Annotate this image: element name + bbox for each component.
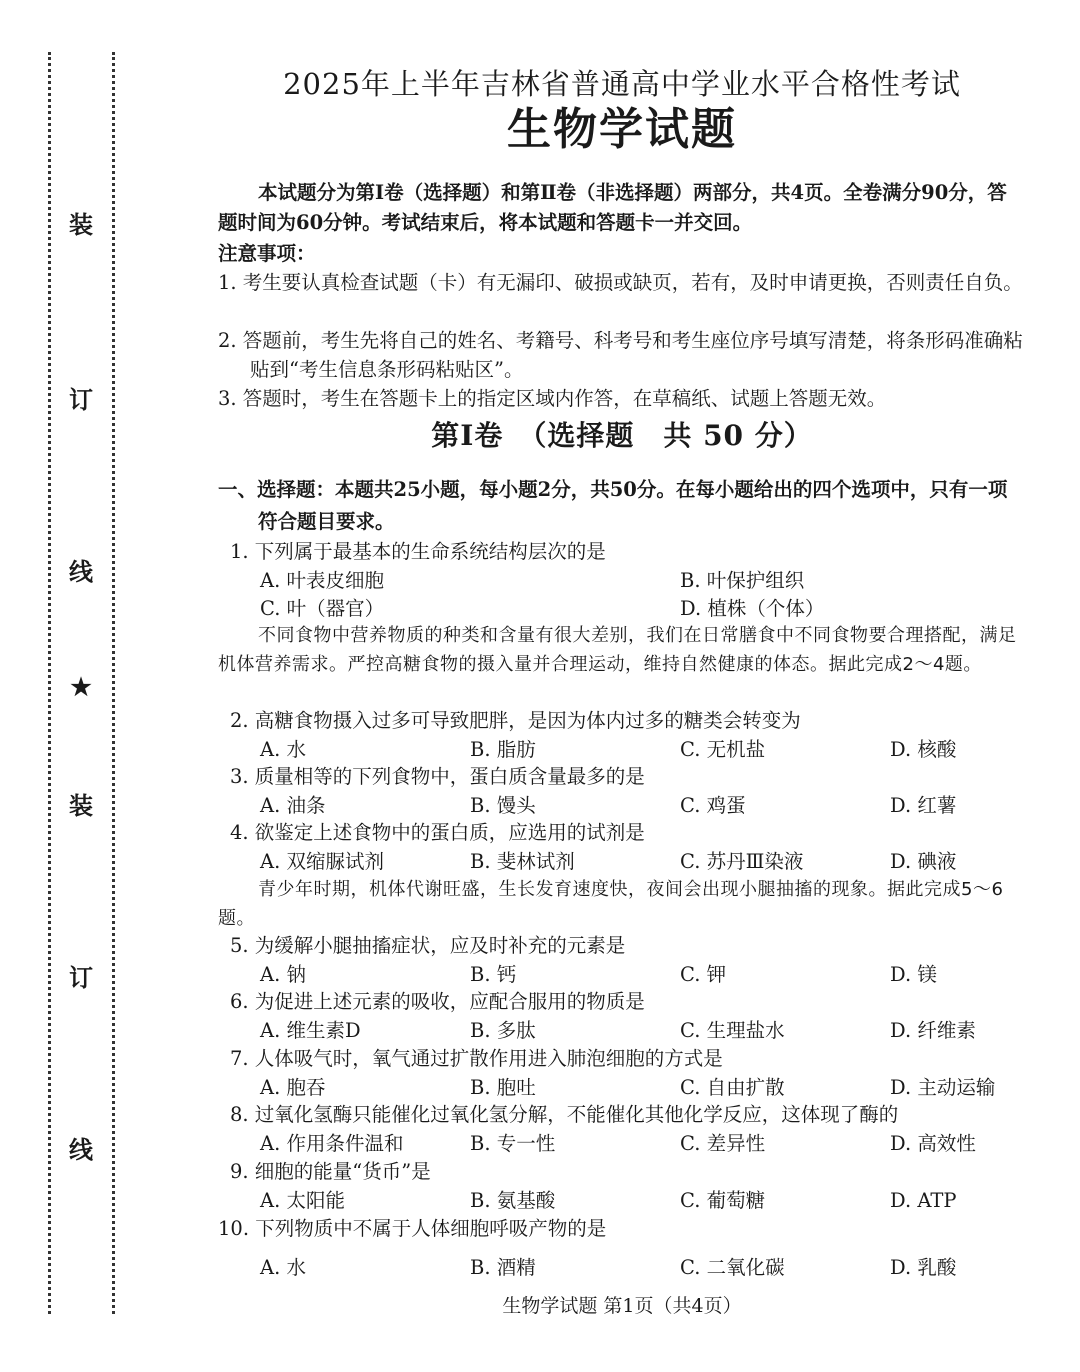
binding-mark: 订 (66, 958, 96, 993)
question-stem: 10. 下列物质中不属于人体细胞呼吸产物的是 (218, 1217, 607, 1240)
notice-heading: 注意事项： (218, 242, 316, 265)
option: A. 钠 (260, 963, 306, 986)
reading-passage: 青少年时期，机体代谢旺盛，生长发育速度快，夜间会出现小腿抽搐的现象。据此完成5～6题。 (218, 879, 1004, 929)
option: B. 氨基酸 (470, 1189, 556, 1212)
option: C. 生理盐水 (680, 1019, 785, 1042)
question-stem: 7. 人体吸气时，氧气通过扩散作用进入肺泡细胞的方式是 (230, 1047, 723, 1070)
exam-intro: 本试题分为第Ⅰ卷（选择题）和第Ⅱ卷（非选择题）两部分，共4页。全卷满分90分，答题时间为60分钟。考试结束后，将本试题和答题卡一并交回。 (218, 181, 1007, 234)
option: D. 乳酸 (890, 1256, 957, 1279)
question-stem: 1. 下列属于最基本的生命系统结构层次的是 (230, 540, 606, 563)
option: D. 主动运输 (890, 1076, 996, 1099)
option: B. 馒头 (470, 794, 536, 817)
option: D. 植株（个体） (680, 597, 825, 620)
option: A. 水 (260, 738, 306, 761)
option: A. 叶表皮细胞 (260, 569, 384, 592)
binding-dotted-line (48, 52, 51, 1314)
notice-item: 1. 考生要认真检查试题（卡）有无漏印、破损或缺页，若有，及时申请更换，否则责任自负。 (218, 271, 1023, 294)
binding-mark: 订 (66, 380, 96, 415)
notice-item: 3. 答题时，考生在答题卡上的指定区域内作答，在草稿纸、试题上答题无效。 (218, 387, 887, 410)
section-title: 第Ⅰ卷 （选择题 共 50 分） (431, 419, 813, 452)
option: C. 二氧化碳 (680, 1256, 785, 1279)
binding-mark: 装 (66, 205, 96, 240)
question-stem: 8. 过氧化氢酶只能催化过氧化氢分解，不能催化其他化学反应，这体现了酶的 (230, 1103, 899, 1126)
option: B. 酒精 (470, 1256, 536, 1279)
binding-mark: 线 (66, 552, 96, 587)
binding-dotted-line-inner (112, 52, 115, 1314)
page-footer: 生物学试题 第1页（共4页） (502, 1295, 742, 1317)
option: A. 油条 (260, 794, 326, 817)
option: A. 作用条件温和 (260, 1132, 404, 1155)
option: B. 多肽 (470, 1019, 536, 1042)
binding-star-mark: ★ (66, 672, 96, 701)
option: D. 碘液 (890, 850, 957, 873)
option: C. 苏丹Ⅲ染液 (680, 850, 804, 873)
option: B. 斐林试剂 (470, 850, 575, 873)
option: A. 太阳能 (260, 1189, 345, 1212)
option: B. 胞吐 (470, 1076, 536, 1099)
exam-title: 2025年上半年吉林省普通高中学业水平合格性考试 (283, 67, 961, 101)
option: A. 维生素D (260, 1019, 361, 1042)
option: D. 高效性 (890, 1132, 976, 1155)
binding-mark: 装 (66, 786, 96, 821)
option: A. 水 (260, 1256, 306, 1279)
option: B. 脂肪 (470, 738, 536, 761)
option: C. 自由扩散 (680, 1076, 785, 1099)
question-stem: 6. 为促进上述元素的吸收，应配合服用的物质是 (230, 990, 645, 1013)
option: D. 镁 (890, 963, 937, 986)
option: C. 鸡蛋 (680, 794, 746, 817)
question-stem: 3. 质量相等的下列食物中，蛋白质含量最多的是 (230, 765, 645, 788)
subject-title: 生物学试题 (507, 104, 737, 155)
option: D. 红薯 (890, 794, 957, 817)
option: D. ATP (890, 1189, 957, 1212)
part-heading: 一、选择题：本题共25小题，每小题2分，共50分。在每小题给出的四个选项中，只有一项符合题目要求。 (218, 478, 1008, 533)
binding-mark: 线 (66, 1130, 96, 1165)
option: C. 差异性 (680, 1132, 766, 1155)
option: D. 核酸 (890, 738, 957, 761)
question-stem: 9. 细胞的能量“货币”是 (230, 1160, 431, 1183)
notice-item: 2. 答题前，考生先将自己的姓名、考籍号、科考号和考生座位序号填写清楚，将条形码准确粘贴到“考生信息条形码粘贴区”。 (218, 329, 1023, 381)
option: A. 胞吞 (260, 1076, 326, 1099)
option: B. 叶保护组织 (680, 569, 805, 592)
option: C. 叶（器官） (260, 597, 385, 620)
question-stem: 2. 高糖食物摄入过多可导致肥胖，是因为体内过多的糖类会转变为 (230, 709, 801, 732)
reading-passage: 不同食物中营养物质的种类和含量有很大差别，我们在日常膳食中不同食物要合理搭配，满足机体营养需求。严控高糖食物的摄入量并合理运动，维持自然健康的体态。据此完成2～4题。 (218, 625, 1017, 675)
question-stem: 4. 欲鉴定上述食物中的蛋白质，应选用的试剂是 (230, 821, 645, 844)
option: B. 专一性 (470, 1132, 556, 1155)
option: C. 钾 (680, 963, 727, 986)
option: C. 无机盐 (680, 738, 766, 761)
option: C. 葡萄糖 (680, 1189, 766, 1212)
option: A. 双缩脲试剂 (260, 850, 384, 873)
option: D. 纤维素 (890, 1019, 976, 1042)
option: B. 钙 (470, 963, 517, 986)
question-stem: 5. 为缓解小腿抽搐症状，应及时补充的元素是 (230, 934, 626, 957)
